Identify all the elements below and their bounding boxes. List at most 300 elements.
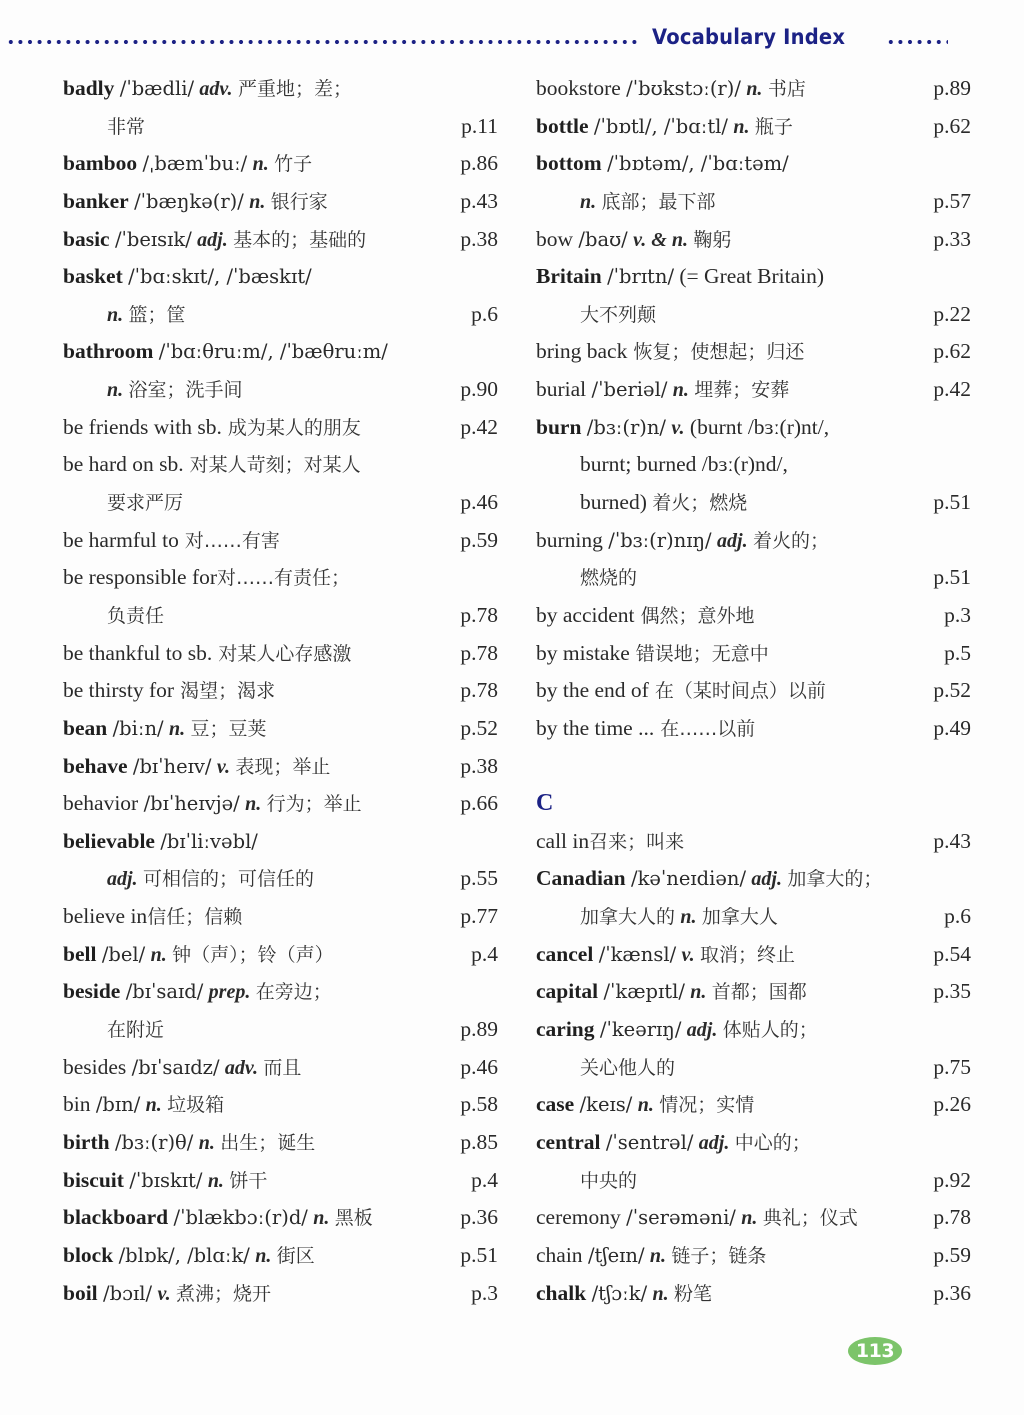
headword: capital: [536, 979, 599, 1004]
index-entry: [536, 1275, 971, 1313]
chinese-meaning: 可相信的；可信任的: [142, 868, 314, 891]
headword: be friends with sb.: [63, 414, 222, 439]
phonetic: /tʃɔːk/: [591, 1281, 648, 1305]
chinese-meaning: 垃圾箱: [167, 1094, 225, 1117]
entry-continuation: [63, 108, 498, 146]
headword: blackboard: [63, 1205, 169, 1230]
page-reference: p.36: [933, 1280, 971, 1305]
chinese-meaning: 偶然；意外地: [634, 604, 755, 627]
entry-text: [63, 1162, 267, 1201]
index-entry: [63, 1162, 498, 1200]
chinese-meaning: 错误地；无意中: [629, 642, 769, 665]
page-reference: p.42: [933, 377, 971, 402]
entry-text: [536, 1237, 766, 1276]
headword: bell: [63, 941, 97, 966]
phonetic: /ˌbæmˈbuː/: [142, 152, 248, 176]
part-of-speech: n.: [168, 717, 186, 740]
part-of-speech: n.: [252, 153, 269, 176]
phonetic: /ˈbɒtəm/, /ˈbɑːtəm/: [607, 152, 789, 176]
index-entry: [63, 1124, 498, 1162]
index-entry: [63, 1199, 498, 1237]
entry-text: [63, 183, 328, 222]
part-of-speech: n.: [150, 943, 167, 966]
phonetic: /kəˈneɪdiən/: [631, 867, 747, 891]
chinese-meaning: 街区: [276, 1244, 315, 1267]
chinese-meaning: 在（某时间点）以前: [648, 680, 826, 703]
index-column-left: [63, 70, 498, 1312]
page-title: Vocabulary Index: [652, 25, 846, 49]
index-entry: [536, 371, 971, 409]
entry-text: [536, 484, 747, 523]
page-reference: p.6: [471, 301, 498, 326]
chinese-meaning: 负责任: [107, 604, 165, 627]
index-entry: [63, 409, 498, 447]
part-of-speech: v.: [157, 1282, 171, 1305]
chinese-meaning: 在旁边；: [255, 981, 332, 1004]
inflection-note: (burnt /bɜː(r)nt/,: [689, 414, 830, 439]
chinese-meaning: 加拿大人: [701, 906, 778, 929]
headword: by mistake: [536, 640, 630, 665]
entry-continuation: [536, 446, 971, 484]
index-entry: [536, 823, 971, 861]
chinese-meaning: 着火的；: [752, 529, 829, 552]
part-of-speech: n.: [249, 190, 266, 213]
index-entry: [536, 108, 971, 146]
entry-text: [536, 710, 755, 749]
headword: be hard on sb.: [63, 452, 184, 477]
index-entry: [536, 145, 971, 183]
part-of-speech: adj.: [717, 529, 748, 552]
part-of-speech: n.: [652, 1282, 669, 1305]
headword: Canadian: [536, 866, 626, 891]
headword: be harmful to: [63, 527, 179, 552]
phonetic: /bɪˈliːvəbl/: [160, 829, 258, 853]
page-reference: p.59: [460, 527, 498, 552]
chinese-meaning: 加拿大的；: [787, 868, 883, 891]
page-reference: p.77: [460, 904, 498, 929]
headword: call in: [536, 828, 590, 853]
chinese-meaning: 对某人心存感激: [212, 642, 352, 665]
chinese-meaning: 在附近: [107, 1019, 165, 1042]
phonetic: /bɜː(r)θ/: [114, 1130, 194, 1154]
entry-continuation: [63, 296, 498, 334]
entry-text: [536, 860, 882, 899]
chinese-meaning: 瓶子: [754, 115, 793, 138]
part-of-speech: n.: [207, 1169, 224, 1192]
page-reference: p.58: [460, 1092, 498, 1117]
headword: bring back: [536, 339, 628, 364]
page-reference: p.75: [933, 1054, 971, 1079]
index-entry: [536, 221, 971, 259]
entry-text: [536, 823, 684, 862]
part-of-speech: adv.: [199, 78, 233, 100]
page-reference: p.5: [944, 640, 971, 665]
entry-text: [63, 635, 351, 674]
entry-text: [63, 597, 164, 636]
entry-text: [536, 446, 788, 484]
index-entry: [63, 1086, 498, 1124]
headword: behavior: [63, 791, 139, 816]
index-entry: [536, 1199, 971, 1237]
chinese-meaning: 取消；终止: [700, 943, 796, 966]
page-reference: p.57: [933, 188, 971, 213]
part-of-speech: n.: [672, 379, 689, 402]
chinese-meaning: 钟（声）；铃（声）: [172, 943, 334, 966]
headword: bathroom: [63, 339, 154, 364]
chinese-meaning: 情况；实情: [659, 1094, 755, 1117]
part-of-speech: adj.: [751, 868, 782, 891]
chinese-meaning: 竹子: [274, 153, 313, 176]
page-reference: p.42: [460, 414, 498, 439]
page-reference: p.33: [933, 226, 971, 251]
headword: bean: [63, 715, 108, 740]
phonetic: /ˈberiəl/: [591, 378, 668, 402]
index-entry: [63, 333, 498, 371]
index-entry: [63, 672, 498, 710]
headword: burning: [536, 527, 603, 552]
headword: Britain: [536, 264, 602, 289]
page-reference: p.90: [460, 377, 498, 402]
entry-text: [536, 559, 637, 598]
index-entry: [536, 635, 971, 673]
page-reference: p.89: [933, 76, 971, 100]
index-entry: [536, 522, 971, 560]
page-reference: p.43: [460, 188, 498, 213]
chinese-meaning: 对某人苛刻；对某人: [183, 454, 361, 477]
chinese-meaning: 典礼；仪式: [762, 1207, 858, 1230]
chinese-meaning: 书店: [767, 78, 806, 100]
page-reference: p.51: [460, 1242, 498, 1267]
entry-text: [63, 710, 266, 749]
chinese-meaning: 链子；链条: [671, 1244, 767, 1267]
section-heading: [536, 785, 971, 823]
index-entry: [536, 1237, 971, 1275]
index-entry: [63, 1049, 498, 1087]
headword: chalk: [536, 1280, 587, 1305]
page-reference: p.54: [933, 941, 971, 966]
entry-text: [63, 1199, 373, 1238]
entry-text: [63, 973, 332, 1012]
part-of-speech: adj.: [107, 868, 138, 891]
chinese-meaning: 非常: [107, 115, 146, 138]
entry-continuation: [536, 559, 971, 597]
headword: bottom: [536, 151, 602, 176]
chinese-meaning: 埋葬；安葬: [694, 379, 790, 402]
part-of-speech: n.: [145, 1094, 162, 1117]
page-reference: p.85: [460, 1129, 498, 1154]
entry-text: [536, 70, 806, 109]
entry-continuation: [536, 484, 971, 522]
entry-text: [536, 635, 769, 674]
chinese-meaning: 着火；燃烧: [652, 492, 748, 515]
chinese-meaning: 浴室；洗手间: [128, 379, 243, 402]
headword: burn: [536, 414, 582, 439]
headword: burial: [536, 377, 587, 402]
entry-text: [536, 145, 789, 183]
page-reference: p.52: [933, 678, 971, 703]
phonetic: /ˈbæŋkə(r)/: [134, 189, 244, 213]
page-reference: p.66: [460, 791, 498, 816]
index-entry: [63, 221, 498, 259]
part-of-speech: n.: [690, 981, 707, 1004]
page-reference: p.86: [460, 151, 498, 176]
index-entry: [63, 1275, 498, 1313]
headword: chain: [536, 1242, 583, 1267]
page-reference: p.35: [933, 979, 971, 1004]
entry-text: [536, 183, 716, 222]
page-reference: p.55: [460, 866, 498, 891]
part-of-speech: n.: [107, 303, 124, 326]
entry-continuation: [63, 484, 498, 522]
headword: biscuit: [63, 1167, 124, 1192]
phonetic: /keɪs/: [579, 1093, 633, 1117]
phonetic: /ˈbɑːθruːm/, /ˈbæθruːm/: [158, 340, 388, 364]
index-entry: [536, 936, 971, 974]
part-of-speech: n.: [637, 1094, 654, 1117]
entry-text: [536, 597, 755, 636]
headword: by the time ...: [536, 715, 655, 740]
phonetic: /bɜː(r)n/: [586, 415, 667, 439]
entry-continuation: [536, 1162, 971, 1200]
page-number-badge: 113: [848, 1337, 902, 1365]
chinese-meaning: 燃烧的: [580, 567, 638, 590]
page-reference: p.3: [944, 602, 971, 627]
part-of-speech: v.: [681, 943, 695, 966]
entry-text: [536, 1011, 818, 1050]
phonetic: /ˈbʊkstɔː(r)/: [626, 77, 741, 100]
entry-text: [63, 258, 312, 296]
index-entry: [63, 823, 498, 861]
index-entry: [63, 710, 498, 748]
page-reference: p.46: [460, 1054, 498, 1079]
chinese-meaning: 鞠躬: [693, 228, 732, 251]
index-entry: [536, 333, 971, 371]
dotted-rule-right: [886, 39, 948, 45]
part-of-speech: n.: [746, 78, 763, 100]
entry-text: [63, 1275, 271, 1314]
page-header: [0, 24, 1024, 58]
index-entry: [536, 1011, 971, 1049]
index-entry: [536, 748, 971, 786]
entry-text: [536, 409, 829, 448]
page-reference: p.78: [460, 640, 498, 665]
part-of-speech: n.: [107, 379, 124, 402]
entry-text: [63, 1086, 224, 1125]
chinese-meaning: 篮；筐: [128, 303, 186, 326]
inflection-note: (= Great Britain): [679, 264, 825, 289]
entry-text: [63, 70, 352, 109]
entry-continuation: [63, 860, 498, 898]
entry-continuation: [536, 898, 971, 936]
page-reference: p.6: [944, 904, 971, 929]
entry-text: [536, 296, 656, 335]
dotted-rule-left: [6, 39, 638, 45]
phonetic: /ˈbɑːskɪt/, /ˈbæskɪt/: [128, 265, 312, 289]
page-reference: p.62: [933, 339, 971, 364]
page-reference: p.4: [471, 941, 498, 966]
entry-text: [536, 258, 824, 296]
index-entry: [536, 710, 971, 748]
entry-text: [63, 898, 242, 937]
phonetic: /ˈbeɪsɪk/: [114, 227, 192, 251]
part-of-speech: v. & n.: [633, 228, 688, 251]
chinese-meaning: 恢复；使想起；归还: [627, 341, 805, 364]
index-entry: [63, 446, 498, 484]
page-reference: p.3: [471, 1280, 498, 1305]
phonetic: /ˈbrɪtn/: [607, 265, 675, 289]
page-reference: p.59: [933, 1242, 971, 1267]
part-of-speech: adj.: [197, 228, 228, 251]
phonetic: /ˈblækbɔː(r)d/: [173, 1206, 308, 1230]
phonetic: /bɪˈheɪv/: [132, 754, 212, 778]
phonetic: /bɔɪl/: [103, 1281, 153, 1305]
part-of-speech: n.: [733, 115, 750, 138]
headword: beside: [63, 979, 121, 1004]
index-entry: [63, 258, 498, 296]
part-of-speech: n.: [680, 906, 697, 929]
part-of-speech: prep.: [208, 981, 251, 1004]
page-reference: p.78: [933, 1205, 971, 1230]
index-entry: [63, 559, 498, 597]
entry-text: [63, 1049, 301, 1088]
chinese-meaning: 饼干: [229, 1169, 268, 1192]
chinese-meaning: 煮沸；烧开: [175, 1282, 271, 1305]
page-reference: p.38: [460, 753, 498, 778]
index-entry: [536, 258, 971, 296]
inflection-note: burned): [580, 490, 647, 515]
part-of-speech: n.: [198, 1131, 215, 1154]
part-of-speech: n.: [313, 1207, 330, 1230]
entry-text: [536, 333, 804, 372]
headword: believe in: [63, 904, 148, 929]
index-entry: [63, 145, 498, 183]
headword: case: [536, 1092, 575, 1117]
index-column-right: [536, 70, 971, 1312]
part-of-speech: v.: [216, 755, 230, 778]
index-entry: [63, 748, 498, 786]
entry-text: [63, 296, 186, 335]
index-entry: [63, 635, 498, 673]
chinese-meaning: 关心他人的: [580, 1056, 676, 1079]
headword: be thirsty for: [63, 678, 175, 703]
chinese-meaning: 中央的: [580, 1169, 638, 1192]
phonetic: /ˈkænsl/: [598, 942, 677, 966]
entry-text: [63, 860, 314, 899]
chinese-meaning: 严重地；差；: [237, 78, 352, 100]
headword: cancel: [536, 941, 594, 966]
chinese-meaning: 渴望；渴求: [174, 680, 276, 703]
page-reference: p.78: [460, 678, 498, 703]
chinese-meaning: 中心的；: [734, 1131, 811, 1154]
part-of-speech: n.: [741, 1207, 758, 1230]
entry-text: [536, 1162, 637, 1201]
page-reference: p.22: [933, 301, 971, 326]
page-reference: p.89: [460, 1017, 498, 1042]
chinese-meaning: 表现；举止: [235, 755, 331, 778]
index-entry: [536, 1124, 971, 1162]
part-of-speech: adj.: [698, 1131, 730, 1154]
part-of-speech: adj.: [686, 1019, 718, 1042]
entry-text: [63, 672, 275, 711]
phonetic: /ˈkæpɪtl/: [603, 980, 685, 1004]
entry-text: [536, 1275, 712, 1314]
headword: bamboo: [63, 151, 138, 176]
index-entry: [63, 183, 498, 221]
entry-text: [63, 409, 361, 448]
inflection-note: burnt; burned /bɜː(r)nd/,: [580, 452, 788, 477]
page-reference: p.62: [933, 113, 971, 138]
phonetic: /blɒk/, /blɑːk/: [118, 1243, 250, 1267]
index-entry: [536, 409, 971, 447]
chinese-meaning: 体贴人的；: [722, 1019, 818, 1042]
page-reference: p.51: [933, 490, 971, 515]
entry-text: [536, 973, 807, 1012]
index-entry: [63, 522, 498, 560]
chinese-meaning: 银行家: [270, 190, 328, 213]
page-reference: p.52: [460, 715, 498, 740]
entry-continuation: [63, 597, 498, 635]
headword: banker: [63, 188, 129, 213]
entry-text: [63, 559, 350, 598]
chinese-meaning: 基本的；基础的: [233, 228, 367, 251]
headword: believable: [63, 828, 155, 853]
entry-continuation: [536, 183, 971, 221]
index-entry: [536, 672, 971, 710]
headword: ceremony: [536, 1205, 621, 1230]
entry-text: [536, 108, 793, 147]
entry-text: [63, 1237, 315, 1276]
phonetic: /ˈbɒtl/, /ˈbɑːtl/: [593, 114, 728, 138]
headword: be thankful to sb.: [63, 640, 213, 665]
entry-text: [63, 108, 145, 147]
entry-text: [536, 672, 826, 711]
index-entry: [63, 973, 498, 1011]
index-entry: [536, 860, 971, 898]
phonetic: /bɪˈsaɪd/: [125, 980, 204, 1004]
entry-text: [536, 898, 778, 937]
phonetic: /bɪˈsaɪdz/: [131, 1055, 220, 1079]
page-reference: p.46: [460, 490, 498, 515]
part-of-speech: v.: [671, 416, 685, 439]
entry-text: [63, 333, 388, 371]
page-reference: p.92: [933, 1167, 971, 1192]
entry-continuation: [63, 1011, 498, 1049]
headword: boil: [63, 1280, 98, 1305]
entry-text: [63, 748, 330, 787]
chinese-meaning: 首都；国都: [711, 981, 807, 1004]
entry-text: [536, 1086, 754, 1125]
entry-text: [63, 1124, 315, 1163]
headword: by the end of: [536, 678, 649, 703]
chinese-meaning: 对……有责任；: [217, 567, 351, 590]
part-of-speech: n.: [649, 1244, 667, 1267]
chinese-meaning: 在……以前: [654, 717, 756, 740]
headword: behave: [63, 753, 128, 778]
entry-text: [63, 145, 312, 184]
phonetic: /ˈbɜː(r)nɪŋ/: [608, 528, 712, 552]
entry-text: [536, 1049, 675, 1088]
entry-text: [536, 221, 731, 260]
chinese-meaning: 行为；举止: [266, 793, 362, 816]
part-of-speech: n.: [580, 190, 597, 213]
headword: bin: [63, 1092, 91, 1117]
part-of-speech: n.: [245, 793, 262, 816]
headword: block: [63, 1242, 114, 1267]
entry-text: [536, 1124, 811, 1163]
section-letter: C: [536, 790, 554, 817]
headword: central: [536, 1129, 601, 1154]
headword: badly: [63, 76, 115, 100]
